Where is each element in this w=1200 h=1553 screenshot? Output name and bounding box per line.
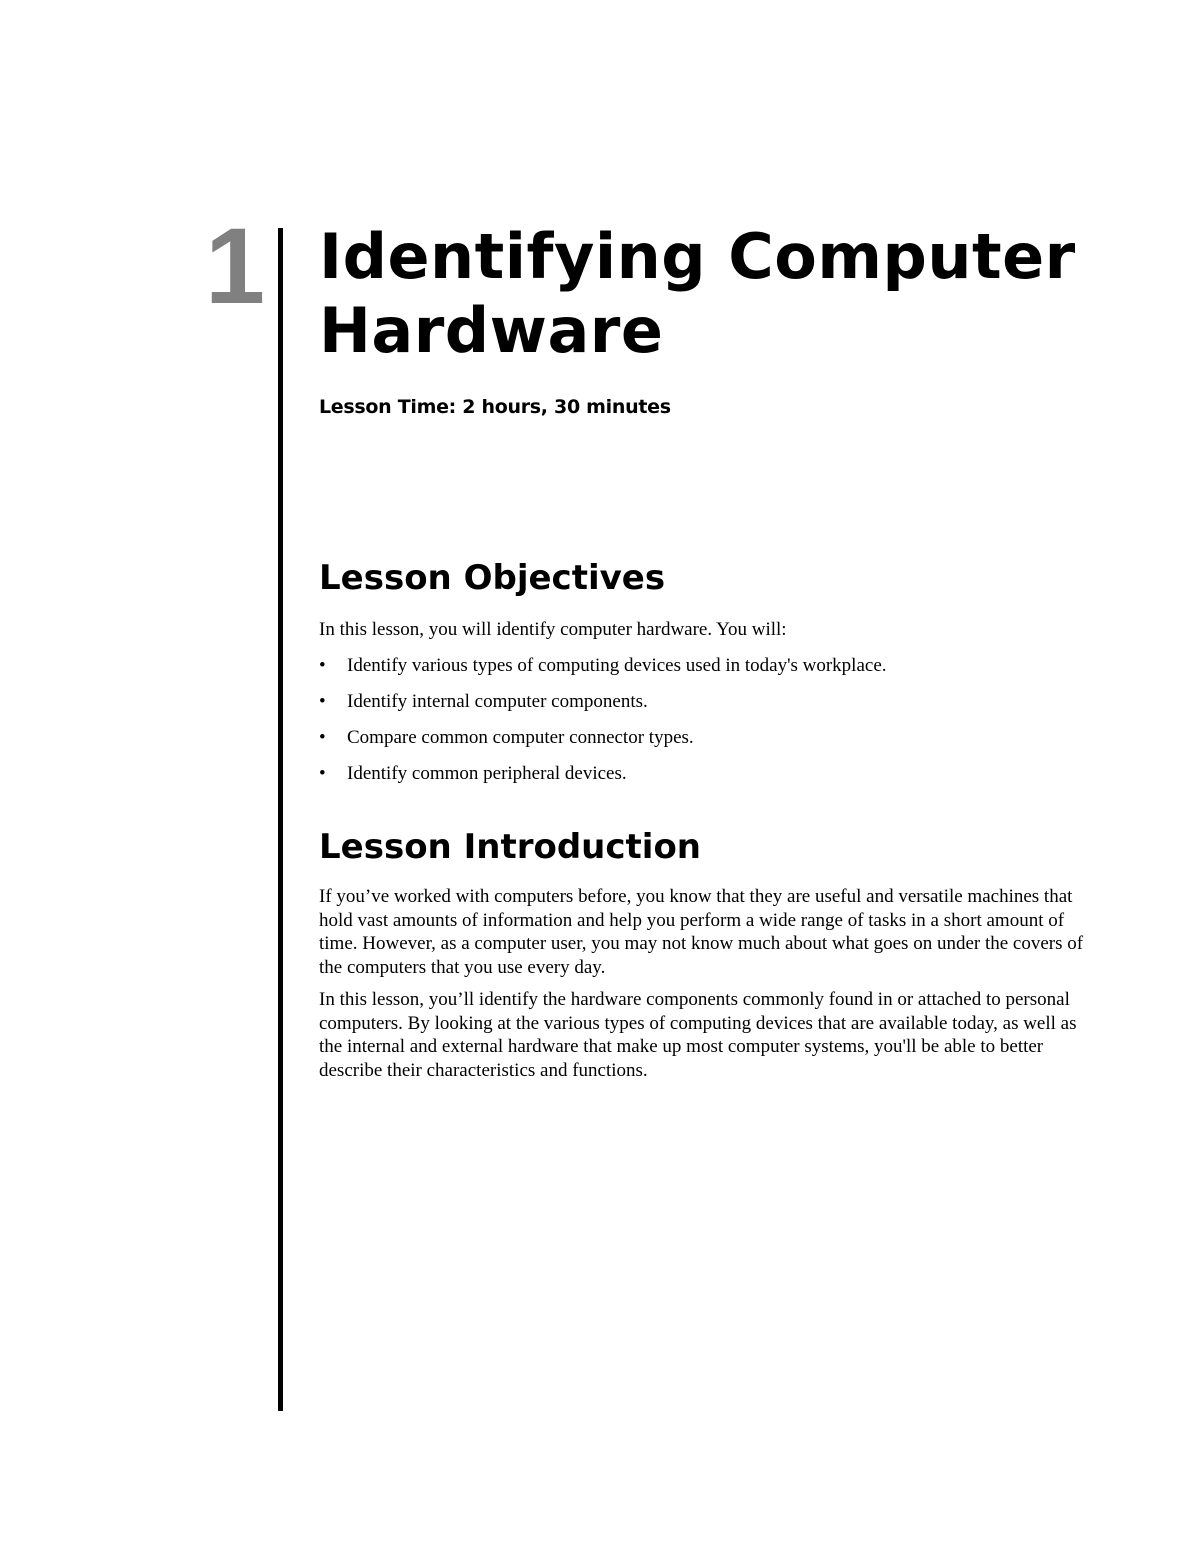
chapter-title-line-2: Hardware	[319, 294, 664, 367]
objectives-heading: Lesson Objectives	[319, 558, 666, 598]
introduction-paragraph-2: In this lesson, you’ll identify the hardware components commonly found in or attached to personal computers. By looking at the various types of computing devices that are available today, as well as the internal and external hardware that make up most computer systems, you'll be able to better describe their characteristics and functions.	[319, 989, 1077, 1081]
chapter-divider-rule	[278, 228, 283, 1411]
bullet-icon: •	[319, 763, 326, 784]
chapter-number: 1	[205, 205, 266, 326]
bullet-icon: •	[319, 655, 326, 676]
bullet-icon: •	[319, 691, 326, 712]
list-item-text: Identify common peripheral devices.	[347, 763, 627, 784]
list-item	[319, 726, 887, 750]
list-item-text: Identify various types of computing devices used in today's workplace.	[347, 655, 887, 676]
chapter-title-line-1: Identifying Computer	[319, 220, 1076, 293]
list-item	[319, 654, 887, 678]
bullet-icon: •	[319, 727, 326, 748]
chapter-title	[319, 220, 1076, 368]
objectives-intro: In this lesson, you will identify computer hardware. You will:	[319, 619, 787, 640]
introduction-heading: Lesson Introduction	[319, 827, 702, 867]
list-item	[319, 690, 887, 714]
introduction-paragraph-1: If you’ve worked with computers before, you know that they are useful and versatile machines that hold vast amounts of information and help you perform a wide range of tasks in a short amount of time. However, as a computer user, you may not know much about what goes on under the covers of the computers that you use every day.	[319, 886, 1084, 978]
objectives-list	[319, 654, 887, 798]
list-item-text: Compare common computer connector types.	[347, 727, 694, 748]
list-item	[319, 762, 887, 786]
lesson-time: Lesson Time: 2 hours, 30 minutes	[319, 396, 671, 418]
list-item-text: Identify internal computer components.	[347, 691, 648, 712]
